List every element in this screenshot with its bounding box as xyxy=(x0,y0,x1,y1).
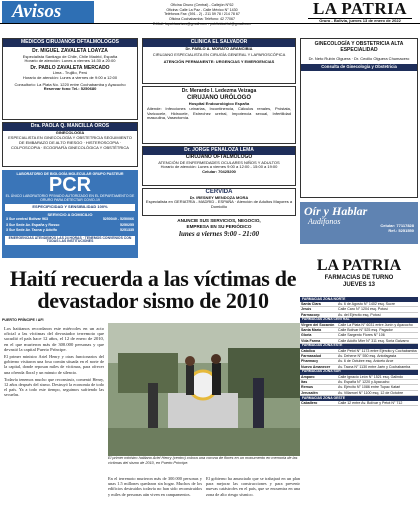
pharmacy-name: Remus xyxy=(301,385,313,390)
pharmacy-name: Amparo xyxy=(301,374,315,379)
pharmacy-address: Calle Ignacio León N° 1521 esq. Galindo xyxy=(338,374,403,379)
pharmacy-name: Catolica xyxy=(301,348,315,353)
article-column-3: El gobierno ha anunciado que se trabajará en un plan para mejorar las construcciones y para prevenir nuevas catástrofes en el país, que se encuentra en una zona de alto riesgo sísmico. xyxy=(206,476,300,497)
article-photo xyxy=(108,323,300,456)
pharmacy-name: Santa Clara xyxy=(301,301,321,306)
pharmacy-address: Av. 6 de Octubre esq. Aniceto Arce xyxy=(338,359,394,364)
pharmacy-address: Calle La Plata N° 6031 entre Junín y Ayacucho xyxy=(338,322,413,327)
pharmacy-name: Pharmacy xyxy=(301,359,319,364)
ad-hearing-aids: Oír y Hablar Audífonos Celular: 77117828 Ref.: 5251550 xyxy=(300,202,418,244)
pcr-logo: PCR xyxy=(48,174,92,197)
pharmacy-zone: FARMACIAS ZONA OESTE xyxy=(300,396,418,401)
memorial-photo-illustration xyxy=(108,323,300,456)
pharmacy-name: Caballero xyxy=(301,400,318,405)
pharmacy-header: LA PATRIA FARMACIAS DE TURNO JUEVES 13 xyxy=(316,257,402,288)
paper-date: Oruro - Bolivia, jueves 13 de enero de 2022 xyxy=(308,18,412,24)
article-column-2: En el terremoto murieron más de 300.000 personas y unas 1.5 millones quedaron sin hogar. Muchos de los edificios destruidos todavía no han sido reconstruidos y miles de personas aún viven en campamentos. xyxy=(108,476,202,497)
pharmacy-name: Farmacorp xyxy=(301,312,320,317)
pharmacy-address: Av. Dehene N° 550 esq. Antofagasta xyxy=(338,354,397,359)
pharmacy-address: Av. Tacna N° 1130 entre Jaén y Cochabamba xyxy=(338,364,411,369)
pharmacy-address: Av. del Ejército esq. Potosí xyxy=(338,312,381,317)
pharmacy-address: Calle Petot N° 1173 entre Ejército y Cochabamba xyxy=(338,348,417,353)
pharmacy-address: Calle Bolívar N° 525 esq. Pagador xyxy=(338,328,393,332)
classifieds-header xyxy=(0,0,420,24)
pharmacy-address: Calle Caro N° 1204 esq. Potosí xyxy=(338,307,388,312)
ad-ophthalmologists: MÉDICOS CIRUJANOS OFTALMÓLOGOS Dr. MIGUEL ZAVALETA LOAYZA Especialista Santiago de Chile, Chile Madrid, España Horario de atención: Lunes a viernes 14:30 a 20:00 Dr. PABLO ZAVALETA MERCADO Lima - Trujillo, Perú Horario de atención: Lunes a viernes de 9:00 a 12:00 Consultorio: La Plata No. 1220 entre Cochabamba y Ayacucho Reservar fono Tel.: 5250680 xyxy=(2,38,138,120)
pharmacy-name: Gloria xyxy=(301,333,312,338)
article-headline: Haití recuerda a las víctimas de devastador sismo de 2010 xyxy=(9,266,297,313)
pharmacy-row xyxy=(300,401,418,406)
pharmacy-name: Itas xyxy=(301,380,308,385)
pharmacy-zone: FARMACIAS ZONA SUR xyxy=(300,370,418,375)
pharmacy-table xyxy=(300,297,418,406)
pharmacy-name: Vida Farma xyxy=(301,338,321,343)
pharmacy-name: Jesús xyxy=(301,307,312,312)
photo-caption: El primer ministro haitiano Ariel Henry (centro) coloca una corona de flores en un monumento en memoria de las víctimas del sismo de 2010, en Puerto Príncipe. xyxy=(108,456,298,465)
ad-gynecology: Dra. PAOLA Q. MANCILLA OROS GINECOLOGÍA ESPECIALISTA EN GINECOLOGÍA Y OBSTETRICIA SEGUIMIENTO DE EMBARAZO DE ALTO RIESGO · HISTEROSCOPIA · COLPOSCOPIA · ECOGRAFÍA GINECOLÓGICA Y OBSTÉTRICA xyxy=(2,122,138,167)
pharmacy-address: Av. Villarroel N° 1100 esq. 12 de Octubre xyxy=(338,390,404,395)
pharmacy-address: Calle 12 entre Av. Bolívar y Petot N° 712 xyxy=(338,400,403,405)
article-lead: Los haitianos recordaron este miércoles en un acto oficial a las víctimas del devastador terremoto que sacudió el país hace 12 años, el 12 de enero de 2010, en el que murieron más de 300.000 personas y que devastó la capital Puerto Príncipe. xyxy=(4,326,104,352)
pharmacy-name: Farmasalud xyxy=(301,354,322,359)
ad-ophthalmologist-penaloza: Dr. JORGE PEÑALOZA LEMA CIRUJANO OFTALMÓLOGO ATENCIÓN DE ENFERMEDADES OCULARES NIÑOS Y ADULTOS Horario de atención: Lunes a viernes 9:00 a 12:00 - 15:00 a 19:00 Celular: 70425200 xyxy=(142,146,296,186)
masthead xyxy=(302,0,418,24)
article-column-1: Los haitianos recordaron este miércoles en un acto oficial a las víctimas del devastador terremoto que sacudió el país hace 12 años, el 12 de enero de 2010, en el que murieron más de 300.000 personas y que devastó la capital Puerto Príncipe. El primer ministro Ariel Henry y otras funcionarios del gobierno visitaron una fosa común situada en el norte de la capital, donde reposan miles de víctimas, para ofrecer una ofrenda floral y un minuto de silencio. Todavía tenemos mucho que reconstruir, comentó Henry, 12 años después del sismo. Destruyó la economía de todo el país. Ya a todo este tiempo, seguimos sufriendo las secuelas. xyxy=(4,326,104,398)
pharmacy-zone: FARMACIAS ZONA NORTE xyxy=(300,297,418,302)
contact-info: Oficina Chuno (Central) - Callejón N°62 Oficina: Calle La Paz - Calle México N° 1430 Teléfonos Fax: (591 - 2) - 211 59 78 / 214 78 67 Oficina Cochabamba: Teléfono: 42 77067 E-Mail: lapatriaavisos@gmail.com - publicidad.laf@gmail.com xyxy=(152,3,252,26)
ad-gynecology-obstetrics: GINECOLOGÍA Y OBSTETRICIA ALTA ESPECIALIDAD Dr. Neto Rubín Olguera · Dr. Cecilio Olguera Chumacero Consulta de Ginecología y Obstetricia xyxy=(300,38,418,198)
pharmacy-name: Virgen del Socavón xyxy=(301,322,335,327)
ad-clinica-salvador: CLÍNICA EL SALVADOR Dr. PABLO A. MORATO ARANCIBIA CIRUJANO ESPECIALISTA EN CIRUGÍA GENERAL Y LAPAROSCÓPICA ATENCIÓN PERMANENTE: URGENCIAS Y EMERGENCIAS xyxy=(142,38,296,84)
pharmacy-address: Calle Adolfo Mier N° 311 esq. Soria Galvarro xyxy=(338,338,409,343)
pharmacy-address: Av. Ejército N° 1086 entre Tupac Katari xyxy=(338,385,401,390)
pharmacy-name: Santa María xyxy=(301,328,322,332)
ad-urologist: Dr. Merardo I. Ledezma Veizaga CIRUJANO URÓLOGO Hospital Endourológico España Atiende: Infecciones urinarias, Incontinencia, Cálculos renales, Próstata, Varicocele, Hidrocele, Estrechez uretral, Impotencia sexual, Infertilidad masculina, Vasectomía. xyxy=(142,86,296,144)
pharmacy-name: Jerusalén xyxy=(301,390,318,395)
pharmacy-address: Av. 6 de Agosto N° 1402 esq. Sucre xyxy=(338,301,396,306)
ad-pcr-lab: LABORATORIO DE BIOLOGÍA MOLECULAR GRUPO PASTEUR PCR EL ÚNICO LABORATORIO PRIVADO AUTORIZADO EN EL DEPARTAMENTO DE ORURO PARA DETECTAR COVID-19 ESPECIFICIDAD Y SENSIBILIDAD 100% SERVICIO A DOMICILIO 3 Sur central Bolívar 963 5250049 - 5250066 3 Sur Sede Av. España y Rosso 5250255 3 Sur Sede Av. Tacna y Adolfo 5251335 EMERGENCIAS ATENDEMOS LAS 24 HORAS · TENEMOS CONVENIOS CON TODAS LAS INSTITUCIONES xyxy=(2,170,138,258)
pharmacy-name: Nuevo Amanecer xyxy=(301,364,331,369)
pharmacy-zone: FARMACIAS ZONA CENTRAL xyxy=(300,318,418,323)
ad-cervida: CERVIDA Dr. IRESNEY MENDOZA MORA Especialista en GERIATRÍA - MADRID - ESPAÑA · Atención de Adultos Mayores a Domicilio xyxy=(142,188,296,216)
section-title: Avisos xyxy=(2,1,94,23)
pharmacy-address: Av. España N° 1220 y Ayacucho xyxy=(338,380,390,385)
pharmacy-address: Calle Sargento Flores N° 106 xyxy=(338,333,385,338)
ad-advertise: ANUNCIE SUS SERVICIOS, NEGOCIO, EMPRESA EN SU PERIÓDICO lunes a viernes 9:00 - 21:00 xyxy=(177,218,261,238)
pharmacy-zone: FARMACIAS ZONA ESTE xyxy=(300,344,418,349)
article-dateline: PUERTO PRÍNCIPE / AFI xyxy=(2,318,44,322)
paper-title: LA PATRIA xyxy=(312,0,408,18)
